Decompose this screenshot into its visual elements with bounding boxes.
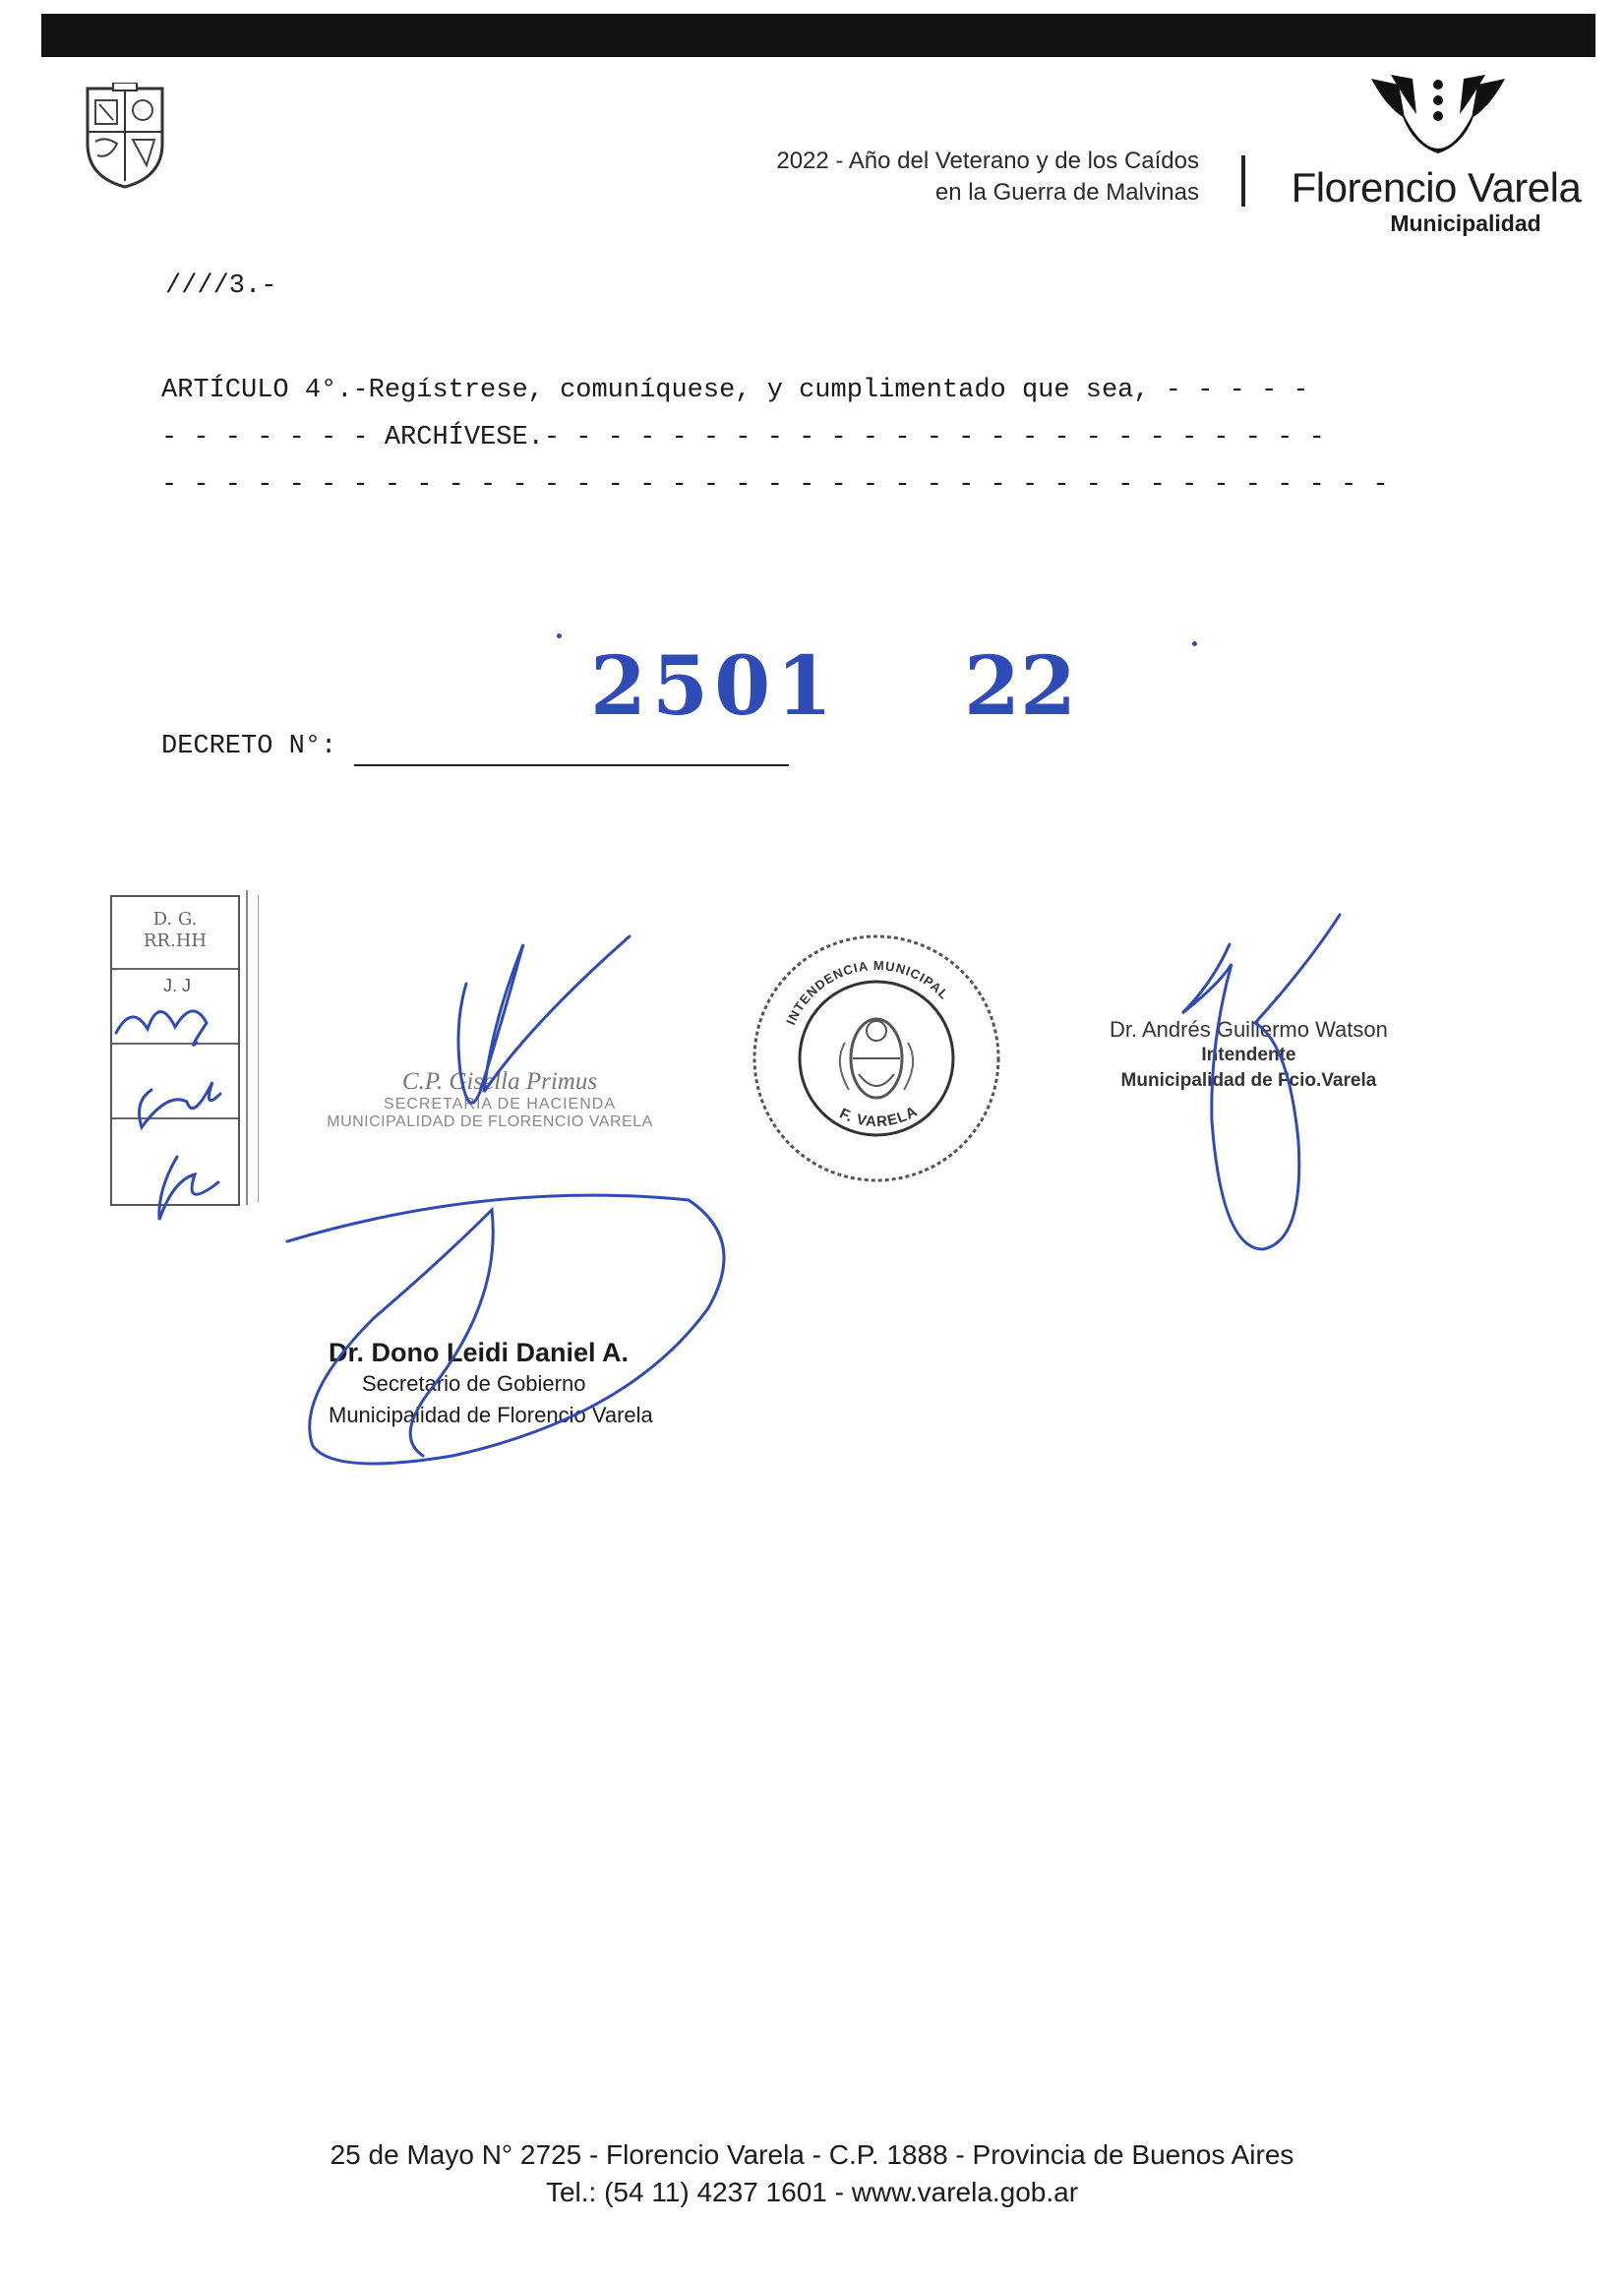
- brand-name: Florencio Varela: [1291, 164, 1582, 210]
- signatory-organization: MUNICIPALIDAD DE FLORENCIO VARELA: [327, 1113, 653, 1130]
- signature-block-gobierno: [329, 1338, 653, 1431]
- scan-fold-line: [246, 890, 248, 1205]
- filler-dash-line: - - - - - - - - - - - - - - - - - - - - - - - - - - - - - - - - - - - - - - -: [161, 470, 1389, 500]
- box-header-line-1: D. G.: [152, 909, 198, 930]
- article-4-text: ARTÍCULO 4°.-Regístrese, comuníquese, y cumplimentado que sea, - - - - -: [161, 376, 1309, 405]
- signatory-name: Dr. Dono Leidi Daniel A.: [329, 1338, 630, 1367]
- decree-number-label: DECRETO N°:: [161, 732, 337, 761]
- box-initial-cell: [112, 1045, 238, 1119]
- signature-block-intendente: [1110, 1017, 1388, 1094]
- box-initial-cell: [112, 970, 238, 1045]
- decree-number-stamp: 2501: [590, 639, 839, 734]
- municipality-brand: [1289, 165, 1584, 236]
- seal-top-text: INTENDENCIA MUNICIPAL: [783, 957, 952, 1028]
- box-header-cell: [112, 897, 238, 970]
- page-reference: ////3.-: [165, 271, 277, 301]
- signatory-role: SECRETARIA DE HACIENDA: [384, 1096, 616, 1112]
- motto-line-1: 2022 - Año del Veterano y de los Caídos: [776, 148, 1199, 174]
- coat-of-arms-icon: [84, 83, 166, 191]
- box-initial-cell: [112, 1119, 238, 1202]
- archive-line: - - - - - - - ARCHÍVESE.- - - - - - - - - - - - - - - - - - - - - - - - -: [161, 423, 1325, 452]
- decree-year-stamp: 22: [964, 639, 1077, 734]
- signatory-organization: Municipalidad de Fcio.Varela: [1120, 1070, 1377, 1091]
- decree-number-underline: [354, 764, 789, 766]
- footer-address: 25 de Mayo N° 2725 - Florencio Varela - C.P. 1888 - Provincia de Buenos Aires: [330, 2139, 1294, 2170]
- motto-line-2: en la Guerra de Malvinas: [934, 179, 1199, 206]
- signature-block-hacienda: [313, 1068, 687, 1131]
- municipal-seal-icon: [743, 925, 1010, 1192]
- seal-bottom-text: F. VARELA: [836, 1103, 922, 1131]
- scan-top-edge: [41, 14, 1595, 57]
- scan-fold-line: [258, 895, 259, 1202]
- header-divider: [1241, 155, 1245, 207]
- svg-text:INTENDENCIA MUNICIPAL: [783, 958, 952, 1027]
- signatory-name: C.P. Gisella Primus: [401, 1068, 598, 1095]
- svg-text:F. VARELA: [837, 1103, 921, 1130]
- florencio-varela-logo-icon: [1369, 75, 1507, 169]
- signatory-role: Secretario de Gobierno: [362, 1371, 586, 1396]
- approval-initials-box: [110, 895, 240, 1206]
- commemorative-motto: [776, 146, 1199, 209]
- box-header-line-2: RR.HH: [143, 931, 208, 951]
- signatory-role: Intendente: [1201, 1045, 1296, 1065]
- brand-subtitle: Municipalidad: [1390, 210, 1541, 236]
- box-initials-text: J. J: [163, 976, 192, 995]
- signatory-organization: Municipalidad de Florencio Varela: [329, 1403, 653, 1427]
- stamp-ink-dot: [557, 633, 562, 638]
- signatory-name: Dr. Andrés Guillermo Watson: [1110, 1017, 1388, 1042]
- stamp-ink-dot: [1192, 641, 1197, 646]
- footer-contact: Tel.: (54 11) 4237 1601 - www.varela.gob.ar: [545, 2177, 1079, 2207]
- letterhead-footer: [0, 2136, 1624, 2211]
